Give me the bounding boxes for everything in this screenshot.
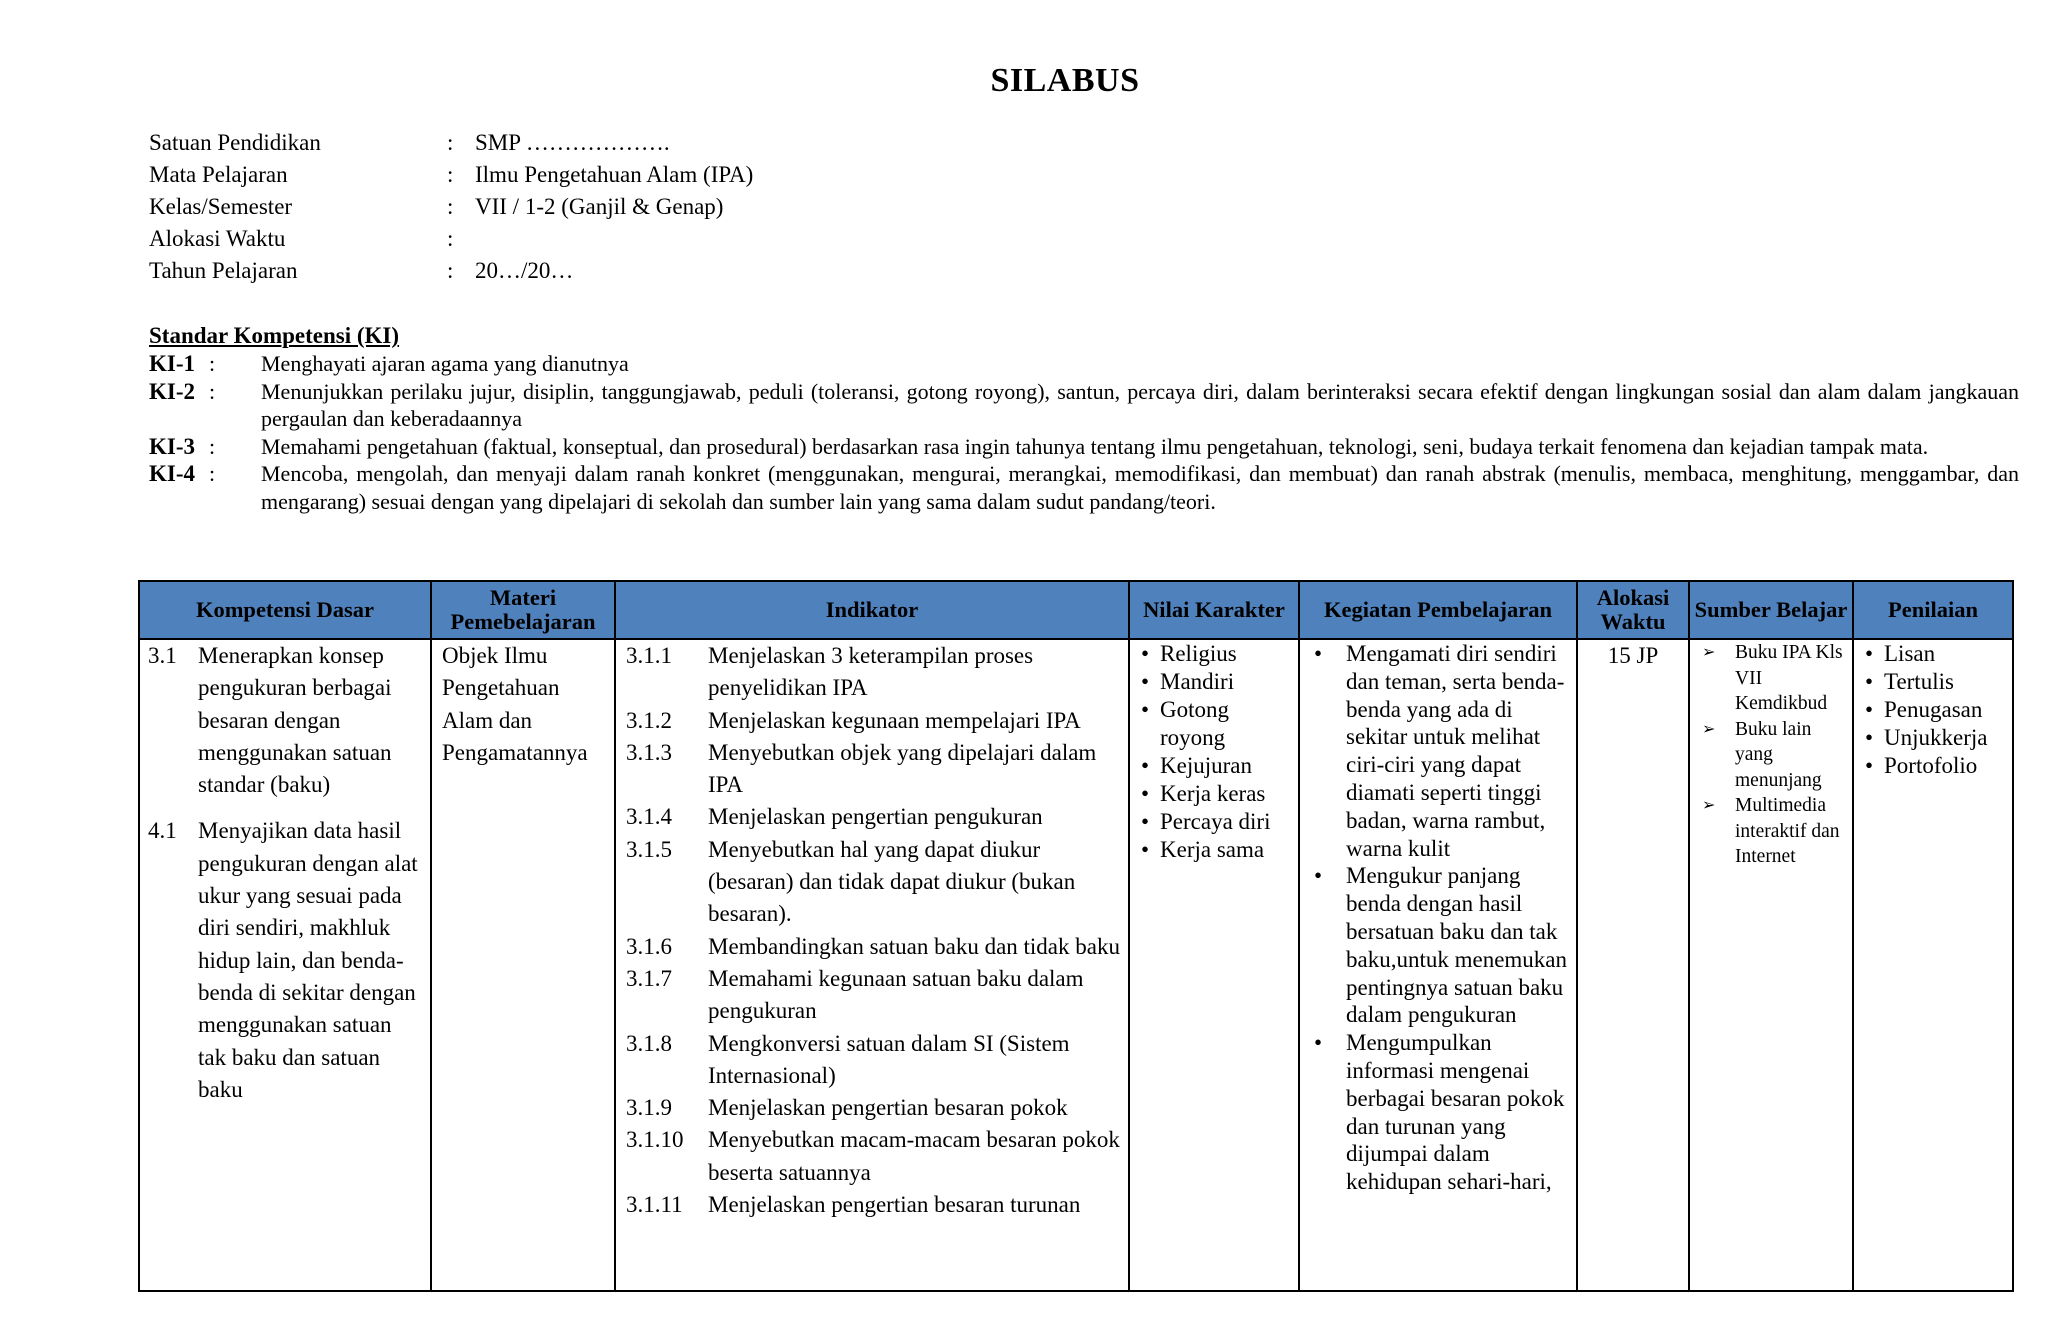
list-item: • Mengumpulkan informasi mengenai berbagai besaran pokok dan turunan yang dijumpai dalam kehidupan sehari-hari,: [1300, 1029, 1576, 1196]
list-item: • Gotong royong: [1130, 696, 1298, 752]
indikator-text: Membandingkan satuan baku dan tidak baku: [708, 933, 1120, 959]
indikator-number: 3.1.1: [626, 643, 672, 668]
indikator-text: Menyebutkan macam-macam besaran pokok beserta satuannya: [708, 1127, 1120, 1185]
list-item: • Unjukkerja: [1854, 724, 2012, 752]
meta-colon: :: [447, 130, 454, 155]
indikator-number: 3.1.5: [626, 836, 672, 862]
list-item: • Mengamati diri sendiri dan teman, serta benda-benda yang ada di sekitar untuk melihat ciri-ciri yang dapat diamati seperti tinggi badan, warna rambut, warna kulit: [1300, 640, 1576, 862]
indikator-text: Menjelaskan 3 keterampilan proses penyelidikan IPA: [708, 643, 1034, 701]
ki-section: [149, 322, 2019, 515]
indikator-item: [616, 963, 1128, 1028]
meta-label: Mata Pelajaran: [149, 162, 288, 187]
meta-value: 20…/20…: [475, 258, 574, 283]
ki-code: KI-4: [149, 461, 195, 486]
header-kegiatan: Kegiatan Pembelajaran: [1299, 581, 1577, 639]
indikator-text: Memahami kegunaan satuan baku dalam pengukuran: [708, 965, 1084, 1024]
cell-indikator: [615, 639, 1129, 1291]
table-header-row: [139, 581, 2013, 639]
indikator-number: 3.1.11: [626, 1192, 683, 1218]
meta-colon: :: [447, 162, 454, 187]
meta-value: SMP ……………….: [475, 130, 670, 155]
ki-text: Mencoba, mengolah, dan menyaji dalam ranah konkret (menggunakan, mengurai, merangkai, memodifikasi, dan membuat) dan ranah abstrak (menulis, membaca, menghitung, menggambar, dan mengarang) sesuai dengan yang dipelajari di sekolah dan sumber lain yang sama dalam sudut pandang/teori.: [261, 461, 2019, 514]
table-row: [139, 639, 2013, 1291]
ki-row-3: [149, 433, 2019, 461]
cell-penilaian: [1853, 639, 2013, 1291]
ki-text: Menunjukkan perilaku jujur, disiplin, tanggungjawab, peduli (toleransi, gotong royong), santun, percaya diri, dalam berinteraksi secara efektif dengan lingkungan sosial dan alam dalam jangkauan pergaulan dan keberadaannya: [261, 378, 2019, 431]
ki-code: KI-3: [149, 433, 195, 459]
indikator-item: [616, 931, 1128, 963]
indikator-number: 3.1.9: [626, 1095, 672, 1121]
document-title: SILABUS: [990, 62, 1140, 99]
list-item: • Percaya diri: [1130, 808, 1298, 836]
list-item: • Tertulis: [1854, 668, 2012, 696]
indikator-item: [616, 737, 1128, 802]
meta-value: Ilmu Pengetahuan Alam (IPA): [475, 162, 754, 187]
ki-colon: :: [209, 433, 216, 459]
ki-colon: :: [209, 378, 216, 404]
indikator-text: Menyebutkan objek yang dipelajari dalam IPA: [708, 739, 1097, 798]
cell-kompetensi-dasar: [139, 639, 431, 1291]
kd-number: 3.1: [148, 643, 177, 668]
cell-alokasi: [1577, 639, 1689, 1291]
materi-text: Objek Ilmu Pengetahuan Alam dan Pengamatannya: [442, 643, 588, 765]
ki-code: KI-2: [149, 378, 195, 404]
kd-number: 4.1: [148, 818, 177, 844]
meta-row-satuan: [149, 127, 753, 159]
kegiatan-list: [1300, 640, 1576, 1196]
header-nilai-karakter: Nilai Karakter: [1129, 581, 1299, 639]
list-item: • Kerja keras: [1130, 780, 1298, 808]
ki-row-1: [149, 350, 2019, 378]
indikator-item: [616, 1189, 1128, 1221]
ki-colon: :: [209, 351, 216, 376]
list-item: ➢ Buku IPA Kls VII Kemdikbud: [1690, 640, 1852, 717]
list-item: • Kerja sama: [1130, 836, 1298, 864]
alokasi-value: 15 JP: [1607, 643, 1659, 668]
indikator-item: [616, 801, 1128, 833]
list-item: • Kejujuran: [1130, 752, 1298, 780]
header-penilaian: Penilaian: [1853, 581, 2013, 639]
header-kompetensi-dasar: Kompetensi Dasar: [139, 581, 431, 639]
list-item: ➢ Multimedia interaktif dan Internet: [1690, 793, 1852, 870]
cell-materi: [431, 639, 615, 1291]
indikator-text: Menjelaskan pengertian besaran pokok: [708, 1095, 1068, 1121]
list-item: • Portofolio: [1854, 752, 2012, 780]
meta-value: VII / 1-2 (Ganjil & Genap): [475, 194, 724, 219]
list-item: • Penugasan: [1854, 696, 2012, 724]
indikator-text: Menjelaskan kegunaan mempelajari IPA: [708, 707, 1081, 733]
list-item: • Religius: [1130, 640, 1298, 668]
list-item: • Lisan: [1854, 640, 2012, 668]
ki-code: KI-1: [149, 351, 195, 376]
indikator-item: [616, 1092, 1128, 1124]
nilai-list: [1130, 640, 1298, 864]
cell-sumber: [1689, 639, 1853, 1291]
list-item: • Mandiri: [1130, 668, 1298, 696]
indikator-number: 3.1.7: [626, 965, 672, 991]
indikator-number: 3.1.4: [626, 804, 672, 830]
ki-row-2: [149, 378, 2019, 433]
cell-nilai-karakter: [1129, 639, 1299, 1291]
indikator-number: 3.1.2: [626, 707, 672, 733]
identity-block: [149, 127, 753, 287]
penilaian-list: [1854, 640, 2012, 780]
meta-row-alokasi: [149, 223, 753, 255]
meta-colon: :: [447, 194, 454, 219]
header-sumber: Sumber Belajar: [1689, 581, 1853, 639]
indikator-text: Menjelaskan pengertian besaran turunan: [708, 1192, 1081, 1218]
list-item: • Mengukur panjang benda dengan hasil bersatuan baku dan tak baku,untuk menemukan pentingnya satuan baku dalam pengukuran: [1300, 862, 1576, 1029]
meta-row-mapel: [149, 159, 753, 191]
indikator-number: 3.1.10: [626, 1127, 684, 1153]
indikator-number: 3.1.6: [626, 933, 672, 959]
indikator-text: Menjelaskan pengertian pengukuran: [708, 804, 1043, 830]
kd-item-3-1: [140, 640, 430, 801]
indikator-item: [616, 1028, 1128, 1093]
meta-label: Kelas/Semester: [149, 194, 293, 219]
indikator-number: 3.1.3: [626, 739, 672, 765]
header-materi: Materi Pemebelajaran: [431, 581, 615, 639]
kd-item-4-1: [140, 815, 430, 1106]
ki-row-4: [149, 460, 2019, 515]
kd-text: Menerapkan konsep pengukuran berbagai besaran dengan menggunakan satuan standar (baku): [198, 643, 392, 798]
indikator-item: [616, 1124, 1128, 1189]
ki-heading: Standar Kompetensi (KI): [149, 323, 400, 348]
meta-colon: :: [447, 258, 454, 283]
header-alokasi: Alokasi Waktu: [1577, 581, 1689, 639]
meta-colon: :: [447, 226, 454, 251]
ki-colon: :: [209, 461, 216, 486]
list-item: ➢ Buku lain yang menunjang: [1690, 717, 1852, 794]
meta-row-tahun: [149, 255, 753, 287]
meta-label: Tahun Pelajaran: [149, 258, 298, 283]
indikator-item: [616, 705, 1128, 737]
meta-label: Alokasi Waktu: [149, 226, 286, 251]
indikator-text: Mengkonversi satuan dalam SI (Sistem Internasional): [708, 1030, 1070, 1088]
header-indikator: Indikator: [615, 581, 1129, 639]
kd-text: Menyajikan data hasil pengukuran dengan alat ukur yang sesuai pada diri sendiri, makhluk hidup lain, dan benda-benda di sekitar dengan menggunakan satuan tak baku dan satuan baku: [198, 818, 418, 1102]
indikator-number: 3.1.8: [626, 1030, 672, 1056]
meta-label: Satuan Pendidikan: [149, 130, 321, 155]
indikator-item: [616, 834, 1128, 931]
sumber-list: [1690, 640, 1852, 870]
indikator-item: [616, 640, 1128, 705]
ki-text: Memahami pengetahuan (faktual, konseptual, dan prosedural) berdasarkan rasa ingin tahunya tentang ilmu pengetahuan, teknologi, seni, budaya terkait fenomena dan kejadian tampak mata.: [261, 433, 1929, 459]
meta-row-kelas: [149, 191, 753, 223]
indikator-text: Menyebutkan hal yang dapat diukur (besaran) dan tidak dapat diukur (bukan besaran).: [708, 836, 1076, 927]
silabus-table: [138, 580, 2014, 1292]
cell-kegiatan: [1299, 639, 1577, 1291]
ki-text: Menghayati ajaran agama yang dianutnya: [261, 351, 629, 376]
